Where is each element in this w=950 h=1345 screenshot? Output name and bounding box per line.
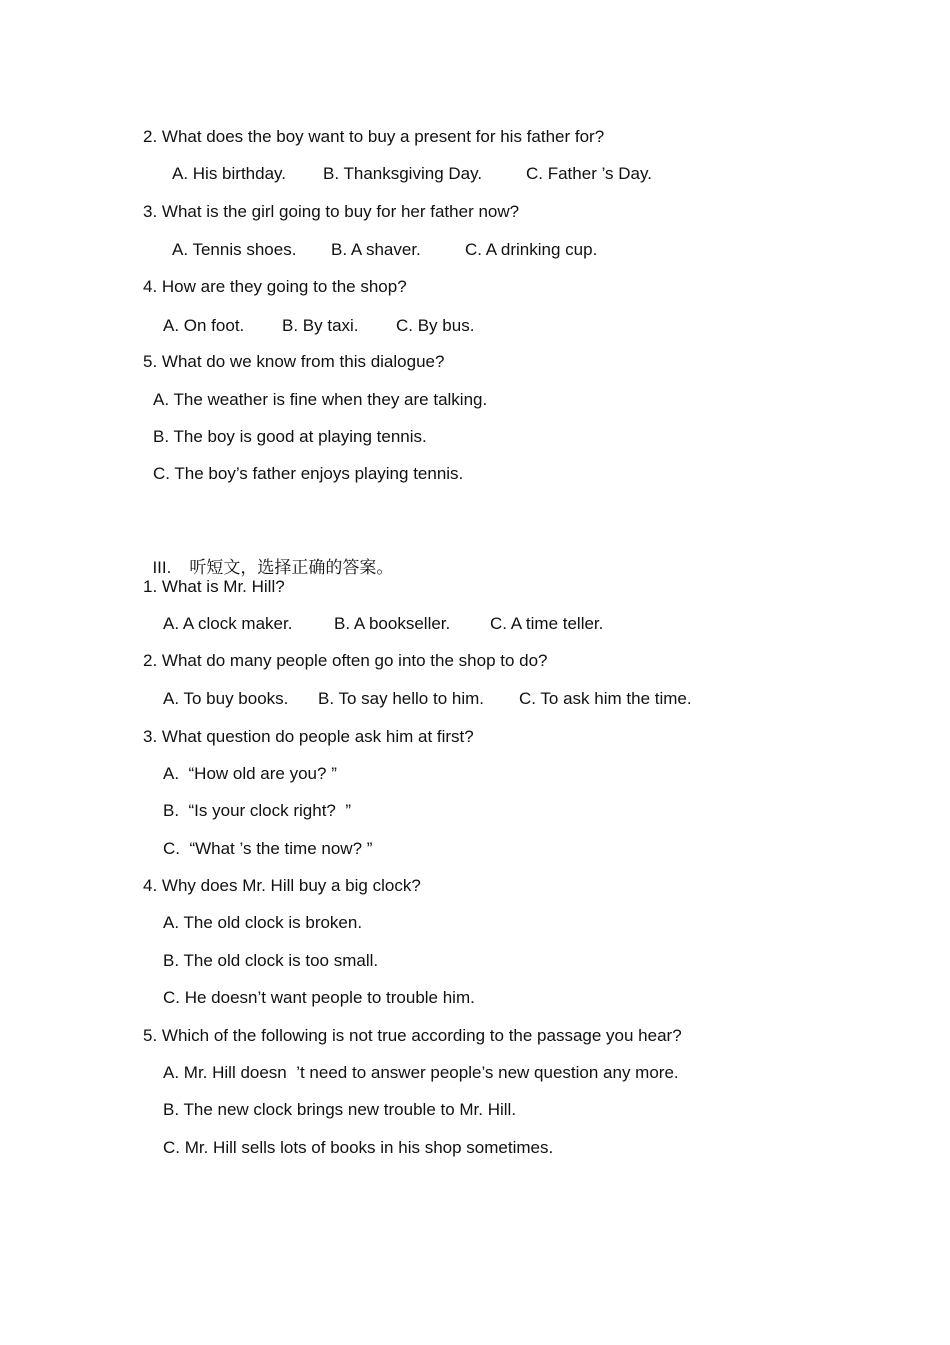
p3-question-1-option-a: A. A clock maker. bbox=[163, 614, 293, 633]
question-4-option-a: A. On foot. bbox=[163, 316, 245, 335]
p3-question-3-option-a: A. “How old are you? ” bbox=[163, 764, 337, 783]
p3-question-2-option-a: A. To buy books. bbox=[163, 689, 289, 708]
question-4-text: 4. How are they going to the shop? bbox=[143, 277, 407, 296]
p3-question-1-option-b: B. A bookseller. bbox=[334, 614, 451, 633]
question-2-text: 2. What does the boy want to buy a present for his father for? bbox=[143, 127, 605, 146]
p3-question-4-option-a: A. The old clock is broken. bbox=[163, 913, 363, 932]
question-2-option-a: A. His birthday. bbox=[172, 164, 287, 183]
p3-question-2-option-c: C. To ask him the time. bbox=[519, 689, 692, 708]
p3-question-4-text: 4. Why does Mr. Hill buy a big clock? bbox=[143, 876, 421, 895]
question-2-option-c: C. Father ’s Day. bbox=[526, 164, 652, 183]
question-5-text: 5. What do we know from this dialogue? bbox=[143, 352, 445, 371]
question-5-option-a: A. The weather is fine when they are talking. bbox=[153, 390, 488, 409]
p3-question-1-option-c: C. A time teller. bbox=[490, 614, 604, 633]
question-2-option-b: B. Thanksgiving Day. bbox=[323, 164, 483, 183]
p3-question-4-option-c: C. He doesn’t want people to trouble him. bbox=[163, 988, 475, 1007]
section-3-instruction: 听短文，选择正确的答案。 bbox=[189, 558, 394, 578]
p3-question-2-text: 2. What do many people often go into the shop to do? bbox=[143, 651, 548, 670]
section-3-heading bbox=[143, 538, 393, 578]
p3-question-5-text: 5. Which of the following is not true according to the passage you hear? bbox=[143, 1026, 682, 1045]
p3-question-5-option-a: A. Mr. Hill doesn ’t need to answer people’s new question any more. bbox=[163, 1063, 679, 1082]
section-3-numeral: III. bbox=[152, 558, 172, 577]
p3-question-2-option-b: B. To say hello to him. bbox=[318, 689, 484, 708]
question-5-option-b: B. The boy is good at playing tennis. bbox=[153, 427, 427, 446]
p3-question-4-option-b: B. The old clock is too small. bbox=[163, 951, 379, 970]
p3-question-5-option-b: B. The new clock brings new trouble to Mr. Hill. bbox=[163, 1100, 517, 1119]
p3-question-3-option-b: B. “Is your clock right? ” bbox=[163, 801, 351, 820]
question-4-option-b: B. By taxi. bbox=[282, 316, 359, 335]
p3-question-5-option-c: C. Mr. Hill sells lots of books in his shop sometimes. bbox=[163, 1138, 554, 1157]
p3-question-3-option-c: C. “What ’s the time now? ” bbox=[163, 839, 373, 858]
question-5-option-c: C. The boy’s father enjoys playing tennis. bbox=[153, 464, 464, 483]
p3-question-3-text: 3. What question do people ask him at first? bbox=[143, 727, 474, 746]
p3-question-1-text: 1. What is Mr. Hill? bbox=[143, 577, 285, 596]
question-3-option-c: C. A drinking cup. bbox=[465, 240, 598, 259]
question-4-option-c: C. By bus. bbox=[396, 316, 475, 335]
question-3-option-a: A. Tennis shoes. bbox=[172, 240, 297, 259]
question-3-text: 3. What is the girl going to buy for her father now? bbox=[143, 202, 520, 221]
question-3-option-b: B. A shaver. bbox=[331, 240, 421, 259]
